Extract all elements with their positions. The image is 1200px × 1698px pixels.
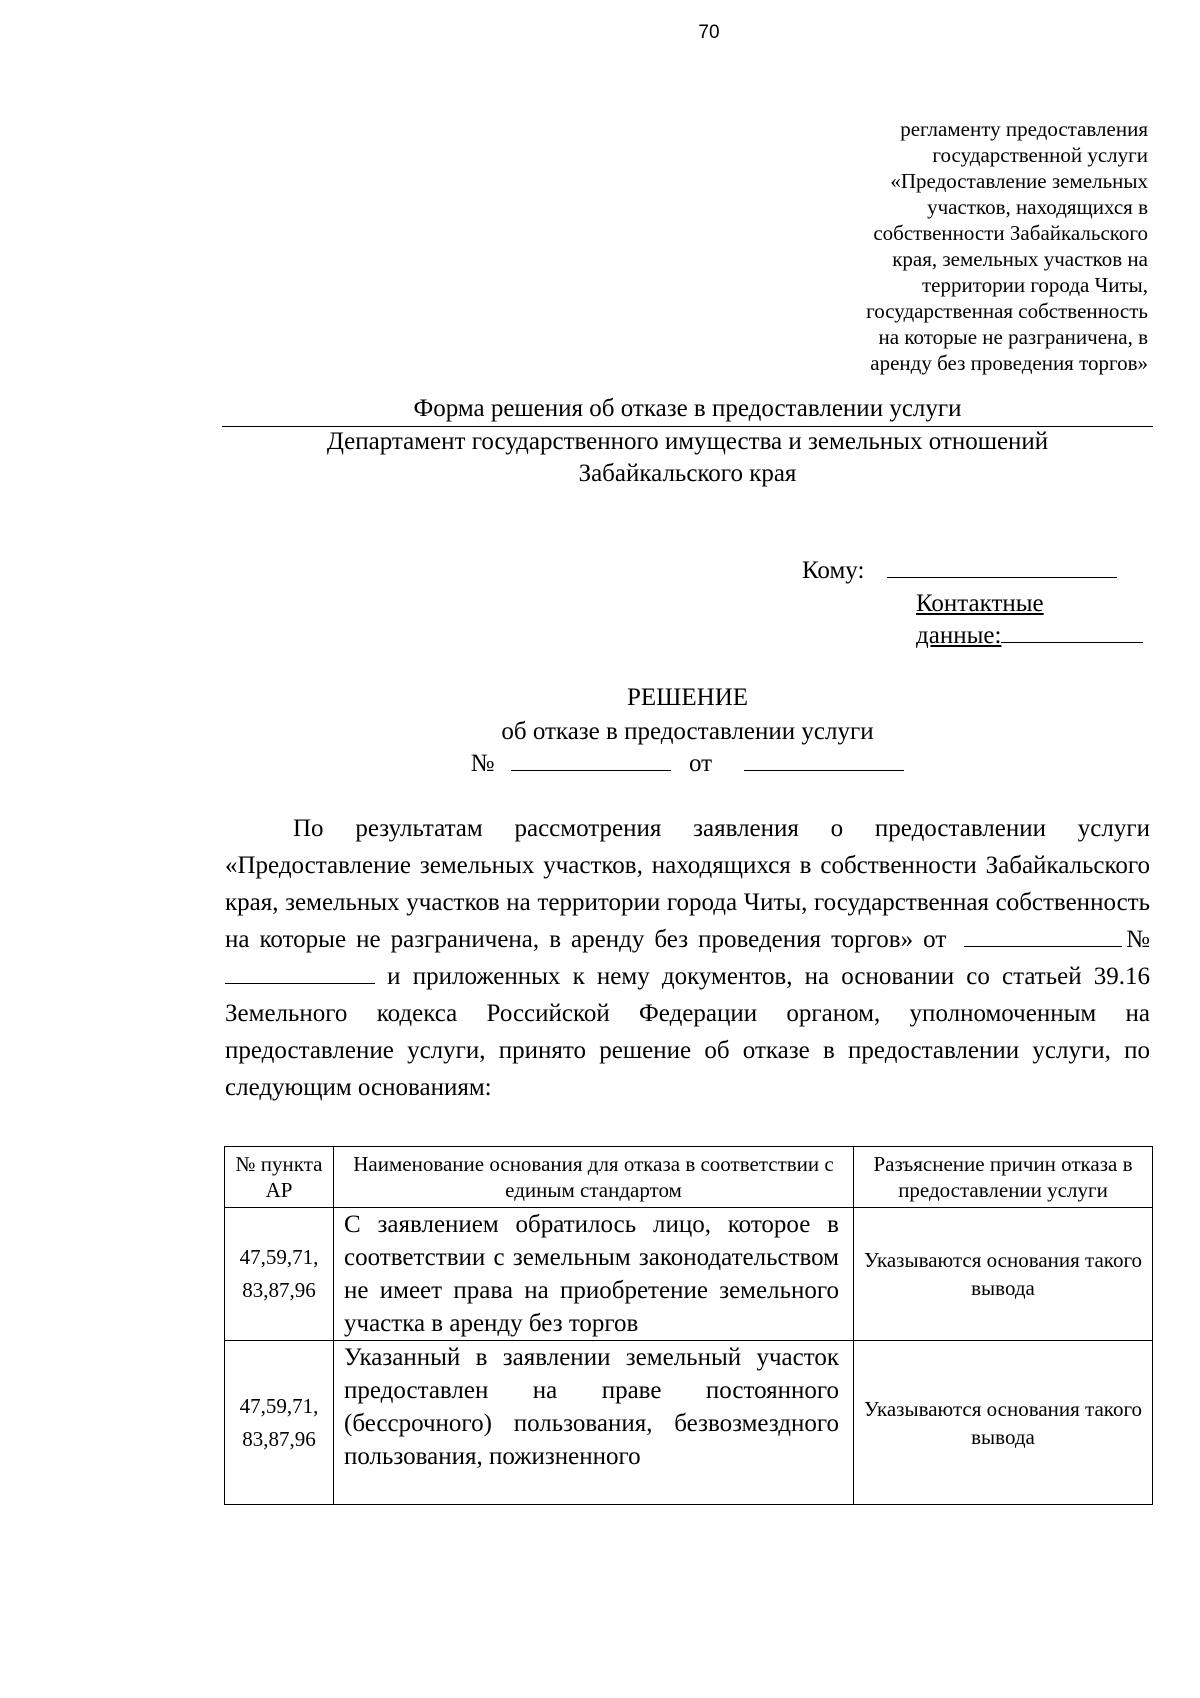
- department-line: Департамент государственного имущества и земельных отношений: [326, 428, 1049, 455]
- row-num: 47,59,71, 83,87,96: [225, 1208, 334, 1341]
- contact-label: данные:: [916, 622, 1002, 649]
- header-num: № пункта АР: [225, 1147, 334, 1208]
- table-row: [225, 1341, 1153, 1505]
- row-reason: Указанный в заявлении земельный участок предоставлен на праве постоянного (бессрочного) пользования, безвозмездного пользования, пожизненного: [344, 1344, 839, 1470]
- row-reason: С заявлением обратилось лицо, которое в соответствии с земельным законодательством не имеет права на приобретение земельного участка в аренду без торгов: [334, 1208, 854, 1341]
- approval-line: регламенту предоставления: [900, 117, 1148, 141]
- decision-heading: [222, 681, 1153, 749]
- department-line: Забайкальского края: [578, 460, 797, 487]
- to-label: Кому:: [802, 557, 865, 584]
- application-date-blank: [964, 926, 1122, 947]
- decision-body: [225, 810, 1150, 1106]
- contact-label: Контактные: [916, 590, 1044, 617]
- approval-line: на которые не разграничена, в: [878, 325, 1148, 349]
- approval-reference: [866, 116, 1148, 376]
- page-number: 70: [698, 22, 720, 43]
- approval-line: собственности Забайкальского: [873, 221, 1148, 245]
- number-blank: [511, 750, 671, 771]
- recipient-contact: [916, 588, 1143, 652]
- approval-line: государственная собственность: [866, 299, 1148, 323]
- contact-blank: [1001, 622, 1143, 643]
- approval-line: аренду без проведения торгов»: [870, 351, 1148, 375]
- number-sign: №: [470, 750, 495, 777]
- table-header-row: [225, 1147, 1153, 1208]
- row-explain: Указываются основания такого вывода: [854, 1341, 1153, 1505]
- body-number-sign: №: [1122, 926, 1150, 953]
- date-blank: [744, 750, 904, 771]
- form-title: Форма решения об отказе в предоставлении услуги: [222, 394, 1153, 427]
- date-from-label: от: [689, 750, 713, 777]
- recipient-to: [802, 556, 1117, 586]
- to-blank: [887, 557, 1117, 578]
- refusal-reasons-table: [224, 1146, 1153, 1505]
- approval-line: участков, находящихся в: [927, 195, 1148, 219]
- decision-title: РЕШЕНИЕ: [626, 684, 749, 711]
- row-num: 47,59,71, 83,87,96: [225, 1341, 334, 1505]
- header-reason: Наименование основания для отказа в соответствии с единым стандартом: [334, 1147, 854, 1208]
- approval-line: края, земельных участков на: [892, 247, 1148, 271]
- row-explain: Указываются основания такого вывода: [854, 1208, 1153, 1341]
- header-explain: Разъяснение причин отказа в предоставлении услуги: [854, 1147, 1153, 1208]
- department-name: [222, 426, 1153, 490]
- body-text: По результатам рассмотрения заявления о предоставлении услуги «Предоставление земельных участков, находящихся в собственности Забайкальского края, земельных участков на территории города Читы, государственная собственность на которые не разграничена, в аренду без проведения торгов» от: [225, 815, 1150, 953]
- approval-line: «Предоставление земельных: [890, 169, 1148, 193]
- row-reason-cell: [334, 1341, 854, 1505]
- decision-number-line: [222, 749, 1153, 779]
- application-number-blank: [225, 963, 375, 984]
- approval-line: территории города Читы,: [921, 273, 1148, 297]
- decision-subtitle: об отказе в предоставлении услуги: [501, 718, 874, 745]
- body-text: и приложенных к нему документов, на основании со статьей 39.16 Земельного кодекса Российской Федерации органом, уполномоченным на предоставление услуги, принято решение об отказе в предоставлении услуги, по следующим основаниям:: [225, 963, 1151, 1101]
- approval-line: государственной услуги: [932, 143, 1148, 167]
- table-row: [225, 1208, 1153, 1341]
